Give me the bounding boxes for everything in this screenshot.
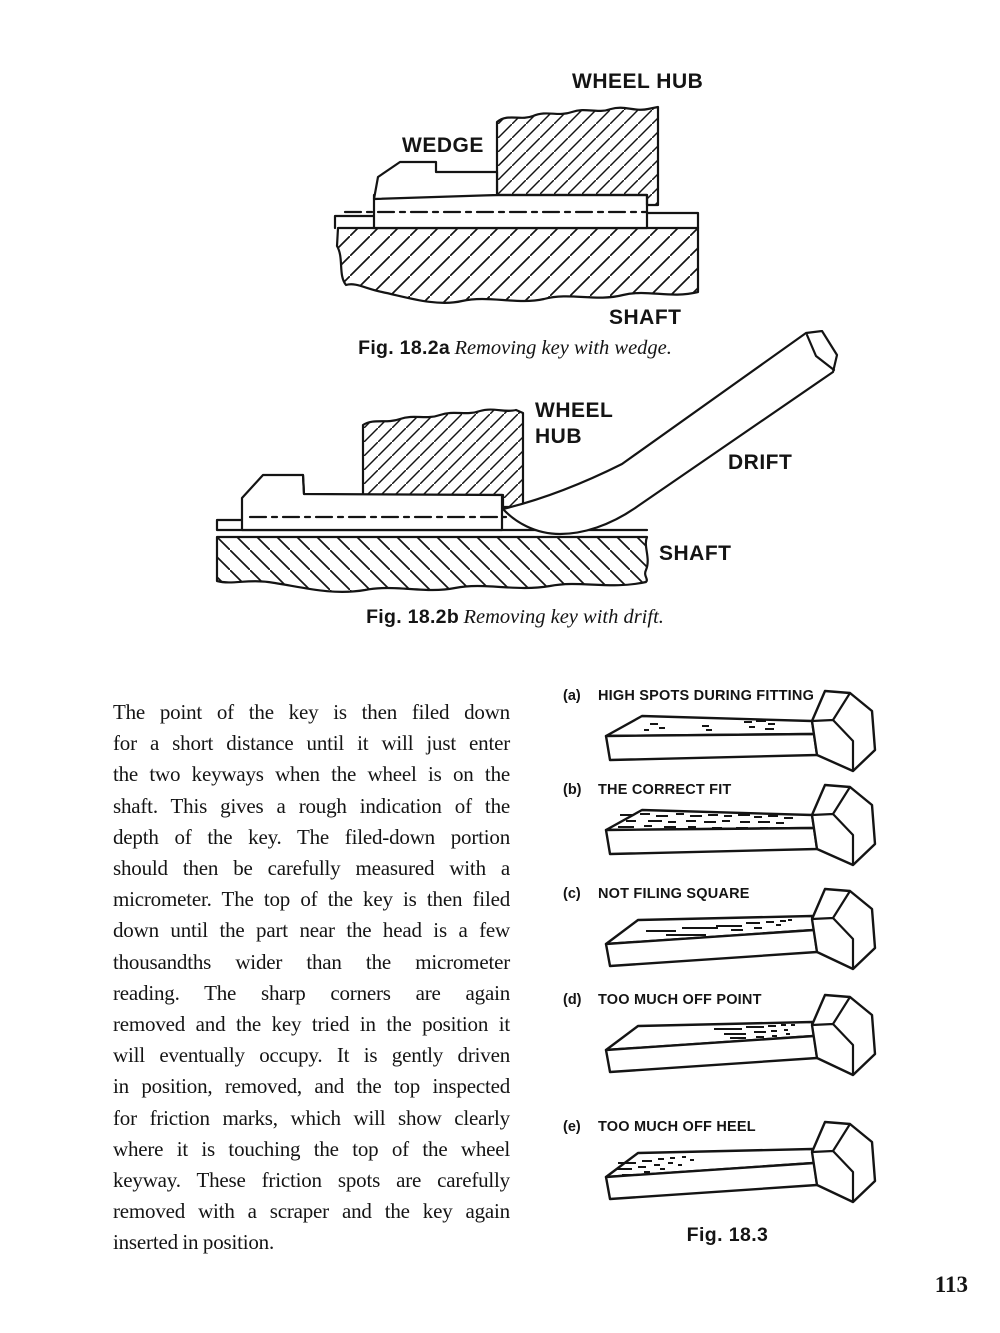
caption-text-b: Removing key with drift. — [463, 606, 664, 628]
item-title: THE CORRECT FIT — [598, 782, 732, 798]
body-line: will eventually occupy. It is gently driven — [113, 1043, 510, 1068]
body-line: micrometer. The top of the key is then filed — [113, 887, 510, 912]
drift-shape — [503, 331, 837, 534]
fig-18-3-item-d — [555, 992, 900, 1092]
key-b-head-edge — [303, 475, 304, 494]
key-drawing-off-point — [598, 992, 880, 1087]
body-line: depth of the key. The filed-down portion — [113, 824, 510, 849]
wedge-shape — [374, 162, 497, 199]
body-line: removed with a scraper and the key again — [113, 1199, 510, 1224]
key-drawing-high-spots — [598, 688, 880, 783]
body-line: keyway. These friction spots are carefully — [113, 1168, 510, 1193]
shaft-section-a — [337, 228, 698, 303]
caption-tag-b: Fig. 18.2b — [366, 606, 460, 628]
fig-18-3-item-c — [555, 886, 900, 986]
label-wheel-hub-a: WHEEL HUB — [572, 70, 704, 93]
item-letter: (c) — [563, 886, 581, 902]
item-letter: (b) — [563, 782, 582, 798]
body-line: for a short distance until it will just enter — [113, 731, 510, 756]
body-paragraph — [113, 697, 510, 1259]
item-title: NOT FILING SQUARE — [598, 886, 750, 902]
key-drawing-not-square — [598, 886, 880, 981]
item-letter: (d) — [563, 992, 582, 1008]
body-line: inserted in position. — [113, 1230, 275, 1255]
caption-fig-18-2b — [215, 606, 815, 629]
label-wheel-hub-b-line2: HUB — [535, 425, 582, 448]
body-line: reading. The sharp corners are again — [113, 980, 510, 1005]
body-line: where it is touching the top of the wheel — [113, 1136, 510, 1161]
key-drawing-off-heel — [598, 1119, 880, 1214]
caption-text-a: Removing key with wedge. — [454, 337, 672, 359]
body-line: in position, removed, and the top inspected — [113, 1074, 510, 1099]
fig-18-3 — [555, 680, 900, 1280]
label-drift: DRIFT — [728, 451, 793, 474]
fig-18-3-item-e — [555, 1119, 900, 1219]
body-line: thousandths wider than the micrometer — [113, 949, 510, 974]
item-title: TOO MUCH OFF POINT — [598, 992, 762, 1008]
body-line: should then be carefully measured with a — [113, 856, 510, 881]
item-letter: (e) — [563, 1119, 581, 1135]
wheel-hub-section-b — [363, 410, 523, 507]
item-title: HIGH SPOTS DURING FITTING — [598, 688, 815, 704]
body-line: removed and the key tried in the position it — [113, 1012, 510, 1037]
body-line: the two keyways when the wheel is on the — [113, 762, 510, 787]
label-shaft-b: SHAFT — [659, 542, 732, 565]
key-drawing-correct-fit — [598, 782, 880, 877]
body-line: The point of the key is then filed down — [113, 700, 510, 724]
caption-fig-18-3: Fig. 18.3 — [686, 1224, 769, 1246]
fig-18-3-item-b — [555, 782, 900, 882]
fig-18-3-item-a — [555, 688, 900, 788]
item-title: TOO MUCH OFF HEEL — [598, 1119, 756, 1135]
label-shaft-a: SHAFT — [609, 306, 682, 329]
body-line: down until the part near the head is a few — [113, 918, 510, 943]
wheel-hub-section-a — [497, 107, 658, 205]
body-line: shaft. This gives a rough indication of the — [113, 793, 510, 818]
fig-18-2a-drawing — [330, 96, 702, 310]
label-wedge: WEDGE — [402, 134, 484, 157]
item-letter: (a) — [563, 688, 581, 704]
label-wheel-hub-b-line1: WHEEL — [535, 399, 614, 422]
body-line: for friction marks, which will show clearly — [113, 1105, 510, 1130]
fig-18-2b-drawing — [210, 330, 850, 602]
caption-tag-a: Fig. 18.2a — [358, 337, 450, 359]
shaft-section-b — [217, 537, 648, 592]
page-number: 113 — [934, 1272, 968, 1297]
